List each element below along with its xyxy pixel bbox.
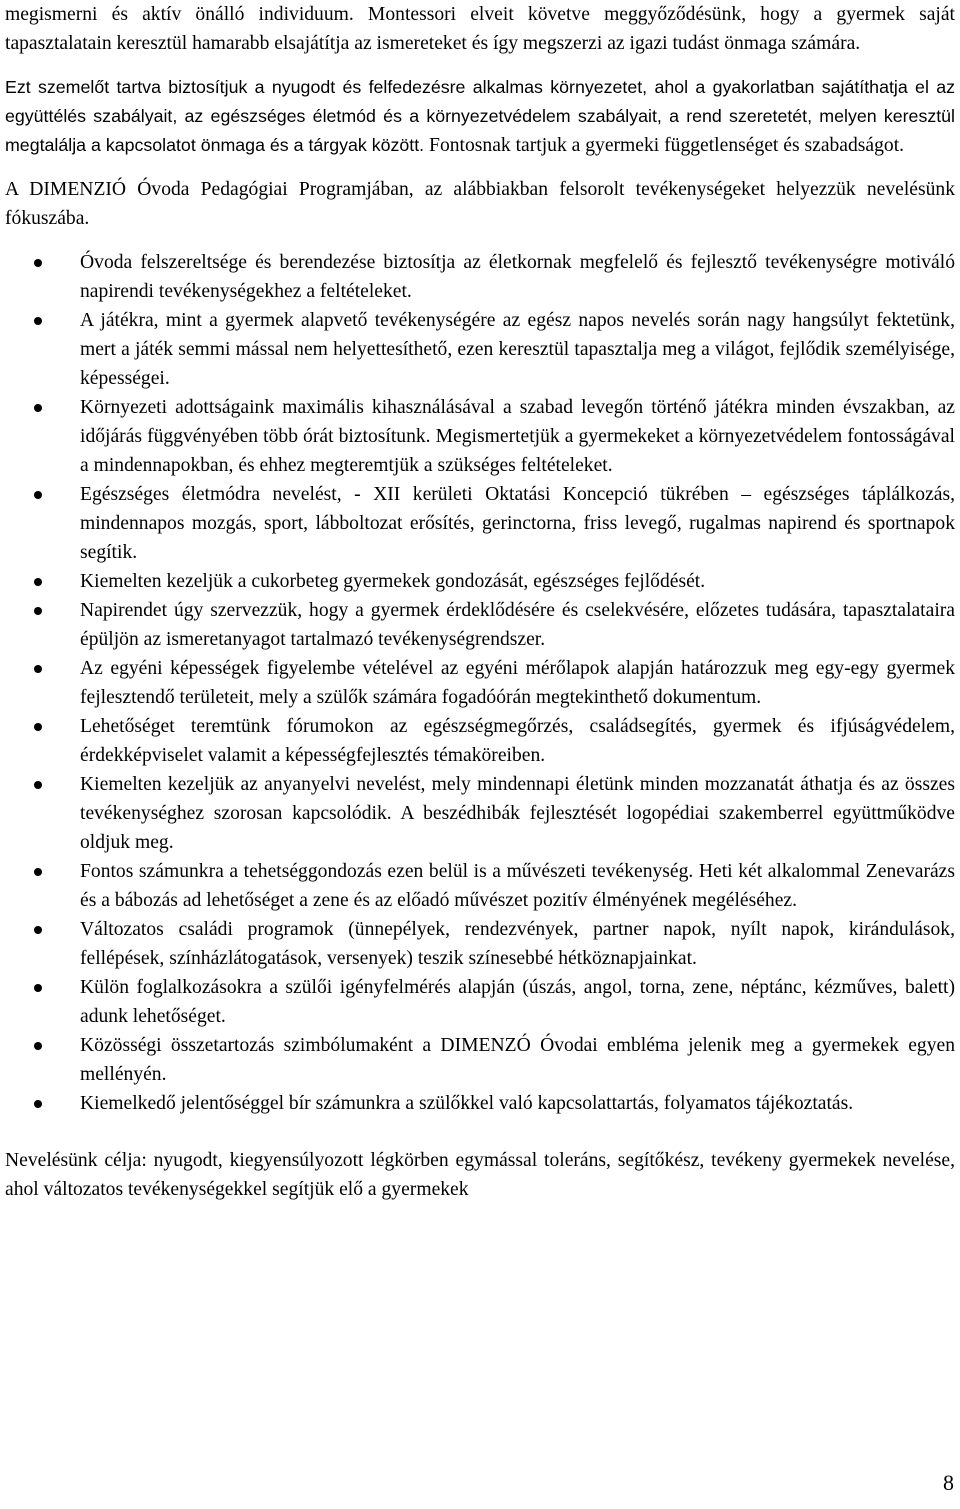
list-item-text: Környezeti adottságaink maximális kihasználásával a szabad levegőn történő játékra minden évszakban, az időjárás függvényében több órát biztosítunk. Megismertetjük a gyermekeket a környezetvédelem fontosságával a mindennapokban, és ehhez megteremtjük a szükséges feltételeket.	[80, 397, 955, 476]
list-item-text: Az egyéni képességek figyelembe vételével az egyéni mérőlapok alapján határozzuk meg egy-egy gyermek fejlesztendő területeit, mely a szülők számára fogadóórán megtekinthető dokumentum.	[80, 658, 955, 708]
list-item-text: Óvoda felszereltsége és berendezése biztosítja az életkornak megfelelő és fejlesztő tevékenységre motiváló napirendi tevékenységekhez a feltételeket.	[80, 252, 955, 302]
bullet-icon	[34, 781, 42, 789]
list-item	[5, 770, 955, 857]
bullet-icon	[34, 578, 42, 586]
list-item-text: A játékra, mint a gyermek alapvető tevékenységére az egész napos nevelés során nagy hangsúlyt fektetünk, mert a játék semmi mással nem helyettesíthető, ezen keresztül tapasztalja meg a világot, fejlődik személyisége, képességei.	[80, 310, 955, 389]
bullet-icon	[34, 723, 42, 731]
list-item	[5, 596, 955, 654]
list-item	[5, 1031, 955, 1089]
bullet-icon	[34, 1042, 42, 1050]
goal-paragraph: Nevelésünk célja: nyugodt, kiegyensúlyozott légkörben egymással toleráns, segítőkész, tevékeny gyermekek nevelése, ahol változatos tevékenységekkel segítjük elő a gyermekek	[5, 1150, 955, 1200]
bullet-icon	[34, 984, 42, 992]
list-item	[5, 1089, 955, 1118]
list-item	[5, 973, 955, 1031]
list-item	[5, 567, 955, 596]
list-item-text: Egészséges életmódra nevelést, - XII kerületi Oktatási Koncepció tükrében – egészséges táplálkozás, mindennapos mozgás, sport, lábboltozat erősítés, gerinctorna, friss levegő, rugalmas napirend és sportnapok segítik.	[80, 484, 955, 563]
list-item-text: Lehetőséget teremtünk fórumokon az egészségmegőrzés, családsegítés, gyermek és ifjúságvédelem, érdekképviselet valamit a képességfejlesztés témaköreiben.	[80, 716, 955, 766]
activity-list	[5, 248, 955, 1118]
list-item-text: Kiemelten kezeljük az anyanyelvi nevelést, mely mindennapi életünk minden mozzanatát áthatja és az összes tevékenységhez szorosan kapcsolódik. A beszédhibák fejlesztését logopédiai szakemberrel együttműködve oldjuk meg.	[80, 774, 955, 853]
document-page	[5, 0, 955, 1204]
list-item	[5, 306, 955, 393]
bullet-icon	[34, 491, 42, 499]
intro-paragraph: megismerni és aktív önálló individuum. Montessori elveit követve meggyőződésünk, hogy a gyermek saját tapasztalatain keresztül hamarabb elsajátítja az ismereteket és így megszerzi az igazi tudást önmaga számára.	[5, 4, 955, 54]
list-item	[5, 248, 955, 306]
independence-sentence: Fontosnak tartjuk a gyermeki függetlenséget és szabadságot.	[429, 135, 905, 156]
bullet-icon	[34, 317, 42, 325]
bullet-icon	[34, 404, 42, 412]
bullet-icon	[34, 259, 42, 267]
list-item-text: Külön foglalkozásokra a szülői igényfelmérés alapján (úszás, angol, torna, zene, néptánc, kézműves, balett) adunk lehetőséget.	[80, 977, 955, 1027]
list-item-text: Kiemelten kezeljük a cukorbeteg gyermekek gondozását, egészséges fejlődését.	[80, 571, 706, 592]
list-item-text: Kiemelkedő jelentőséggel bír számunkra a szülőkkel való kapcsolattartás, folyamatos tájékoztatás.	[80, 1093, 854, 1114]
list-item	[5, 654, 955, 712]
list-item	[5, 712, 955, 770]
bullet-icon	[34, 868, 42, 876]
list-item-text: Fontos számunkra a tehetséggondozás ezen belül is a művészeti tevékenység. Heti két alkalommal Zenevarázs és a bábozás ad lehetőséget a zene és az előadó művészet pozitív élményének megéléséhez.	[80, 861, 955, 911]
list-item	[5, 480, 955, 567]
list-item	[5, 393, 955, 480]
program-intro-paragraph: A DIMENZIÓ Óvoda Pedagógiai Programjában, az alábbiakban felsorolt tevékenységeket helyezzük nevelésünk fókuszába.	[5, 179, 955, 229]
list-item-text: Változatos családi programok (ünnepélyek, rendezvények, partner napok, nyílt napok, kirándulások, fellépések, színházlátogatások, versenyek) teszik színesebbé hétköznapjainkat.	[80, 919, 955, 969]
environment-text: Ezt szemelőt tartva biztosítjuk a nyugodt és felfedezésre alkalmas környezetet, ahol a gyakorlatban sajátíthatja el az együttélés szabályait, az egészséges életmód és a környezetvédelem szabályait, a rend szeretetét, melyen keresztül megtalálja a kapcsolatot önmaga és a tárgyak között.	[5, 77, 955, 155]
list-item-text: Napirendet úgy szervezzük, hogy a gyermek érdeklődésére és cselekvésére, előzetes tudására, tapasztalataira épüljön az ismeretanyagot tartalmazó tevékenységrendszer.	[80, 600, 955, 650]
bullet-icon	[34, 665, 42, 673]
bullet-icon	[34, 1100, 42, 1108]
bullet-icon	[34, 926, 42, 934]
list-item	[5, 857, 955, 915]
page-number: 8	[943, 1470, 954, 1495]
bullet-icon	[34, 607, 42, 615]
list-item	[5, 915, 955, 973]
list-item-text: Közösségi összetartozás szimbólumaként a DIMENZÓ Óvodai embléma jelenik meg a gyermekek egyen mellényén.	[80, 1035, 955, 1085]
environment-paragraph	[5, 73, 955, 160]
